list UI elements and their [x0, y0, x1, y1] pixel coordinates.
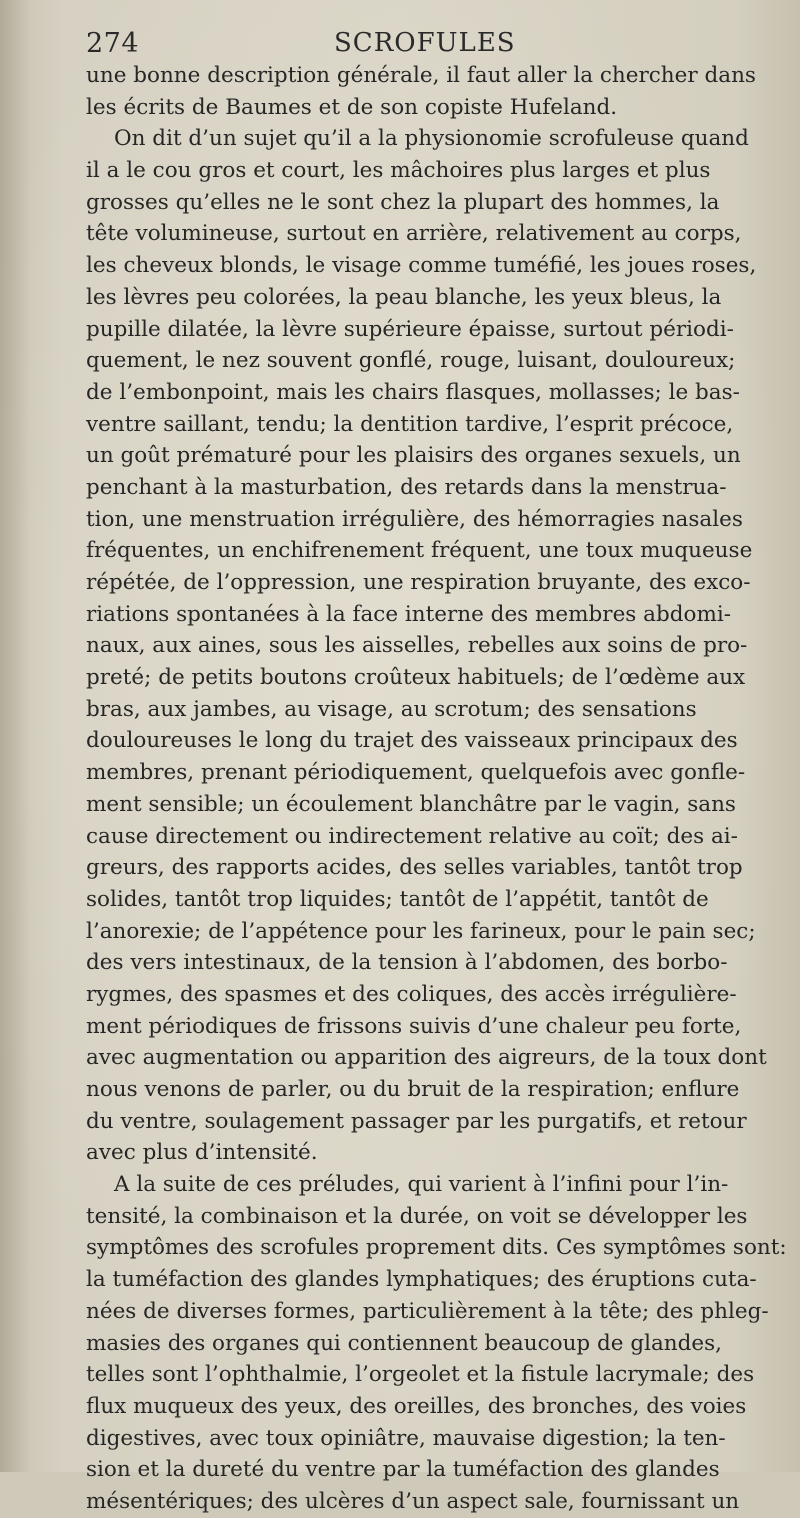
text-line: telles sont l’ophthalmie, l’orgeolet et la fistule lacrymale; des [86, 1362, 755, 1388]
text-line: pupille dilatée, la lèvre supérieure épaisse, surtout périodi- [86, 316, 734, 342]
text-line: avec plus d’intensité. [86, 1140, 318, 1166]
text-line: les lèvres peu colorées, la peau blanche, les yeux bleus, la [86, 284, 722, 310]
text-line: douloureuses le long du trajet des vaisseaux principaux des [86, 728, 738, 754]
text-line: la tuméfaction des glandes lymphatiques; des éruptions cuta- [86, 1267, 757, 1293]
text-line: les cheveux blonds, le visage comme tuméfié, les joues roses, [86, 253, 757, 279]
text-line: ventre saillant, tendu; la dentition tardive, l’esprit précoce, [86, 411, 734, 437]
text-line: une bonne description générale, il faut aller la chercher dans [86, 63, 756, 88]
text-line: grosses qu’elles ne le sont chez la plupart des hommes, la [86, 189, 720, 215]
text-line: membres, prenant périodiquement, quelquefois avec gonfle- [86, 760, 746, 786]
text-line: masies des organes qui contiennent beaucoup de glandes, [86, 1330, 722, 1356]
text-line: rygmes, des spasmes et des coliques, des accès irrégulière- [86, 981, 737, 1007]
text-line: On dit d’un sujet qu’il a la physionomie scrofuleuse quand [114, 126, 749, 152]
text-line: du ventre, soulagement passager par les purgatifs, et retour [86, 1108, 747, 1134]
text-line: symptômes des scrofules proprement dits. Ces symptômes sont: [86, 1235, 787, 1261]
text-line: bras, aux jambes, au visage, au scrotum; des sensations [86, 696, 697, 722]
text-line: fréquentes, un enchifrenement fréquent, une toux muqueuse [86, 538, 753, 564]
text-line: mésentériques; des ulcères d’un aspect sale, fournissant un [86, 1488, 740, 1514]
text-line: des vers intestinaux, de la tension à l’abdomen, des borbo- [86, 950, 728, 976]
page-edge-shadow [0, 0, 30, 1472]
text-line: sion et la dureté du ventre par la tuméfaction des glandes [86, 1457, 720, 1483]
page-number: 274 [86, 28, 140, 59]
text-line: digestives, avec toux opiniâtre, mauvaise digestion; la ten- [86, 1425, 726, 1451]
body-text [86, 60, 787, 1518]
text-line: de l’embonpoint, mais les chairs flasques, mollasses; le bas- [86, 379, 740, 405]
text-line: naux, aux aines, sous les aisselles, rebelles aux soins de pro- [86, 633, 748, 659]
text-line: avec augmentation ou apparition des aigreurs, de la toux dont [86, 1045, 767, 1071]
text-line: tensité, la combinaison et la durée, on voit se développer les [86, 1203, 748, 1229]
text-line: ment sensible; un écoulement blanchâtre par le vagin, sans [86, 791, 736, 817]
text-line: quement, le nez souvent gonflé, rouge, luisant, douloureux; [86, 348, 736, 374]
text-line: A la suite de ces préludes, qui varient à l’infini pour l’in- [114, 1172, 729, 1198]
text-line: nées de diverses formes, particulièrement à la tête; des phleg- [86, 1298, 769, 1324]
text-line: l’anorexie; de l’appétence pour les farineux, pour le pain sec; [86, 918, 756, 944]
text-line: nous venons de parler, ou du bruit de la respiration; enflure [86, 1077, 740, 1102]
text-line: répétée, de l’oppression, une respiration bruyante, des exco- [86, 570, 751, 595]
text-line: penchant à la masturbation, des retards dans la menstrua- [86, 474, 727, 500]
text-line: les écrits de Baumes et de son copiste Hufeland. [86, 94, 618, 120]
running-head: SCROFULES [334, 28, 516, 58]
text-line: tion, une menstruation irrégulière, des hémorragies nasales [86, 506, 743, 532]
text-line: solides, tantôt trop liquides; tantôt de l’appétit, tantôt de [86, 886, 709, 912]
text-line: greurs, des rapports acides, des selles variables, tantôt trop [86, 855, 743, 881]
text-line: ment périodiques de frissons suivis d’une chaleur peu forte, [86, 1013, 742, 1039]
text-line: riations spontanées à la face interne des membres abdomi- [86, 601, 731, 627]
text-line: un goût prématuré pour les plaisirs des organes sexuels, un [86, 443, 741, 469]
text-line: cause directement ou indirectement relative au coït; des ai- [86, 823, 738, 849]
text-line: preté; de petits boutons croûteux habituels; de l’œdème aux [86, 665, 746, 691]
text-line: tête volumineuse, surtout en arrière, relativement au corps, [86, 221, 742, 247]
text-line: flux muqueux des yeux, des oreilles, des bronches, des voies [86, 1393, 747, 1419]
text-line: il a le cou gros et court, les mâchoires plus larges et plus [86, 158, 711, 184]
